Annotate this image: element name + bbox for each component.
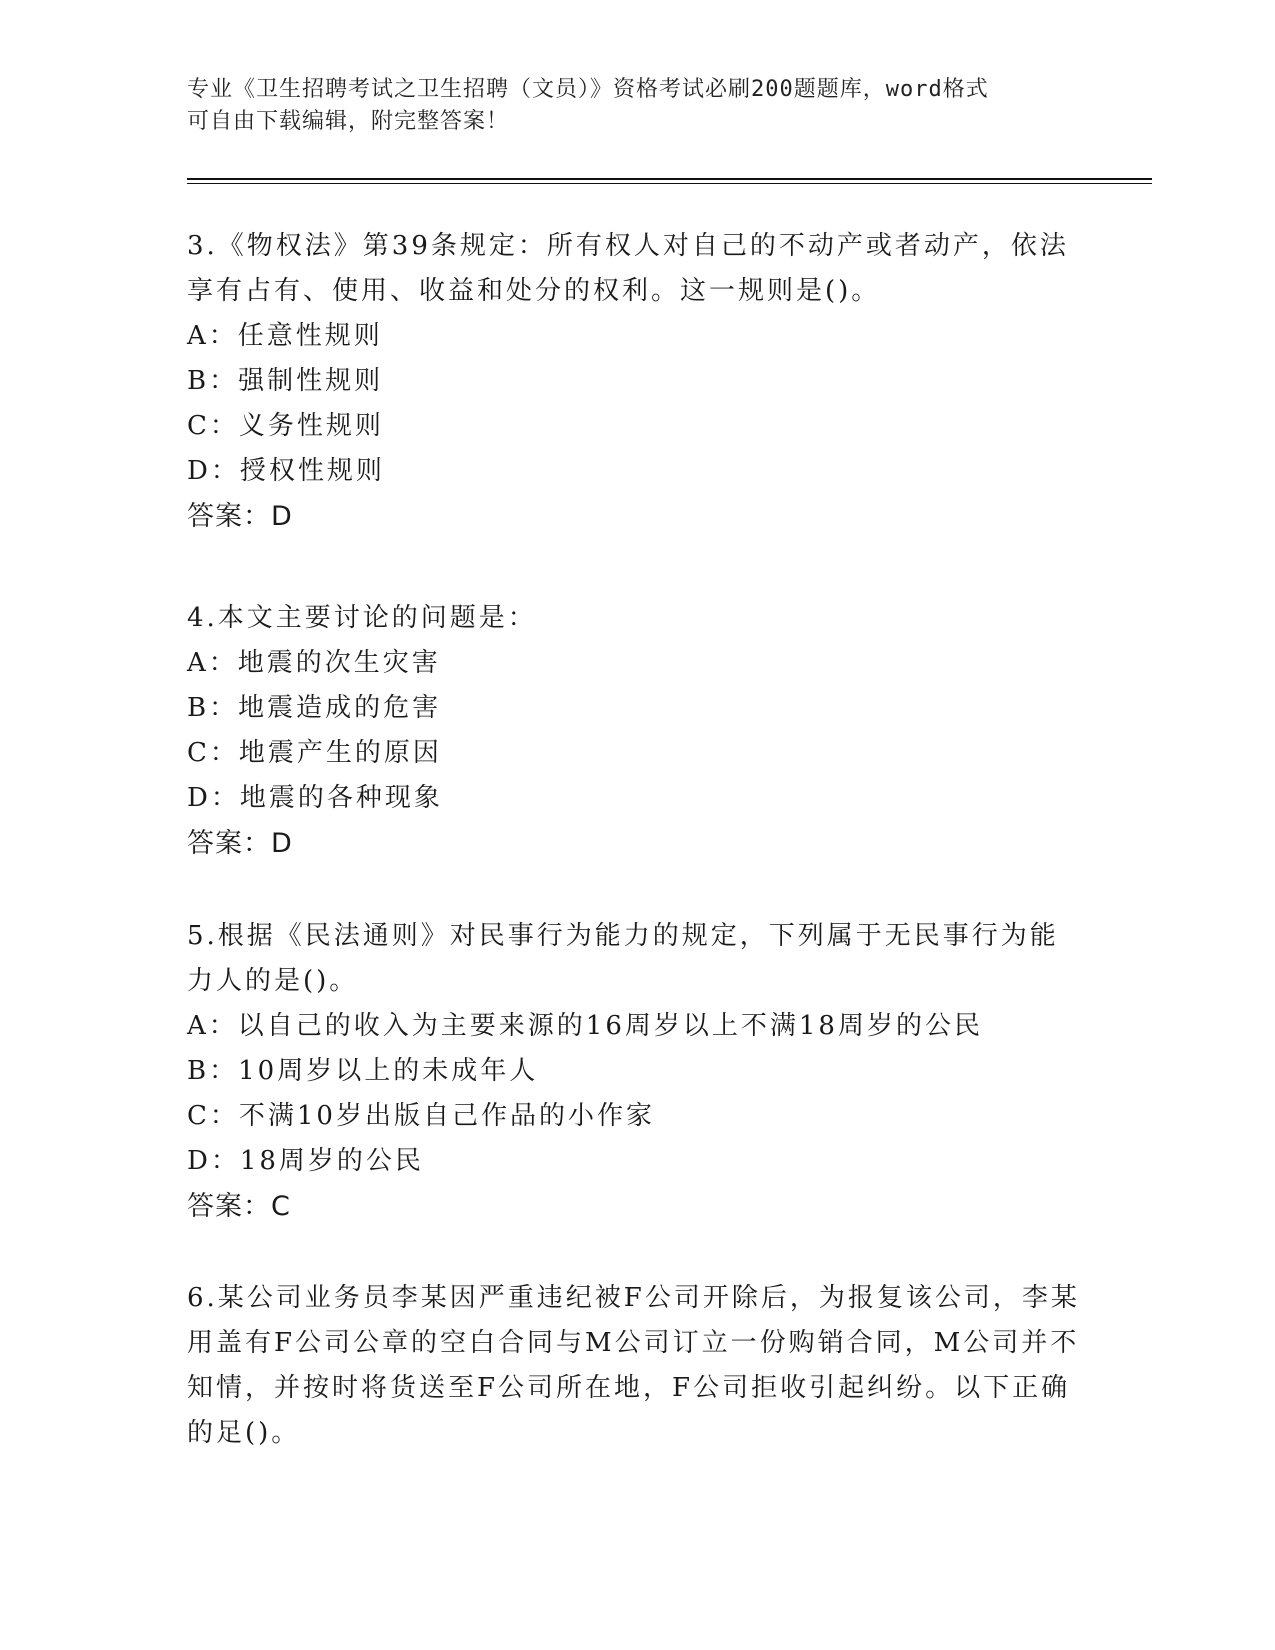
option-c: C：义务性规则 [187, 411, 384, 441]
option-b: B：强制性规则 [187, 366, 384, 396]
option-d: D：授权性规则 [187, 456, 385, 486]
option-c: C：地震产生的原因 [187, 738, 442, 768]
question-stem: 5.根据《民法通则》对民事行为能力的规定，下列属于无民事行为能力人的是()。 [187, 921, 1059, 996]
header-divider [187, 178, 1152, 180]
option-a: A：地震的次生灾害 [187, 648, 441, 678]
question-6 [187, 1276, 1087, 1456]
answer-line: 答案：C [187, 1191, 291, 1222]
question-stem: 4.本文主要讨论的问题是： [187, 603, 537, 633]
question-4 [187, 596, 1087, 866]
option-d: D：18周岁的公民 [187, 1146, 424, 1176]
question-5 [187, 914, 1087, 1229]
question-stem: 6.某公司业务员李某因严重违纪被F公司开除后，为报复该公司，李某用盖有F公司公章的空白合同与M公司订立一份购销合同，M公司并不知情，并按时将货送至F公司所在地，F公司拒收引起纠纷。以下正确的足()。 [187, 1283, 1080, 1448]
answer-line: 答案：D [187, 828, 293, 859]
header-divider-thin [187, 183, 1152, 184]
question-3 [187, 224, 1087, 539]
option-a: A：任意性规则 [187, 321, 383, 351]
header-line-1: 专业《卫生招聘考试之卫生招聘（文员）》资格考试必刷200题题库，word格式 [187, 77, 989, 102]
question-stem: 3.《物权法》第39条规定：所有权人对自己的不动产或者动产，依法享有占有、使用、收益和处分的权利。这一规则是()。 [187, 231, 1069, 306]
option-c: C：不满10岁出版自己作品的小作家 [187, 1101, 655, 1131]
option-b: B：地震造成的危害 [187, 693, 442, 723]
document-header [187, 74, 1087, 138]
option-d: D：地震的各种现象 [187, 783, 443, 813]
option-a: A：以自己的收入为主要来源的16周岁以上不满18周岁的公民 [187, 1011, 983, 1041]
option-b: B：10周岁以上的未成年人 [187, 1056, 539, 1086]
answer-line: 答案：D [187, 501, 293, 532]
header-line-2: 可自由下载编辑，附完整答案！ [187, 109, 510, 134]
